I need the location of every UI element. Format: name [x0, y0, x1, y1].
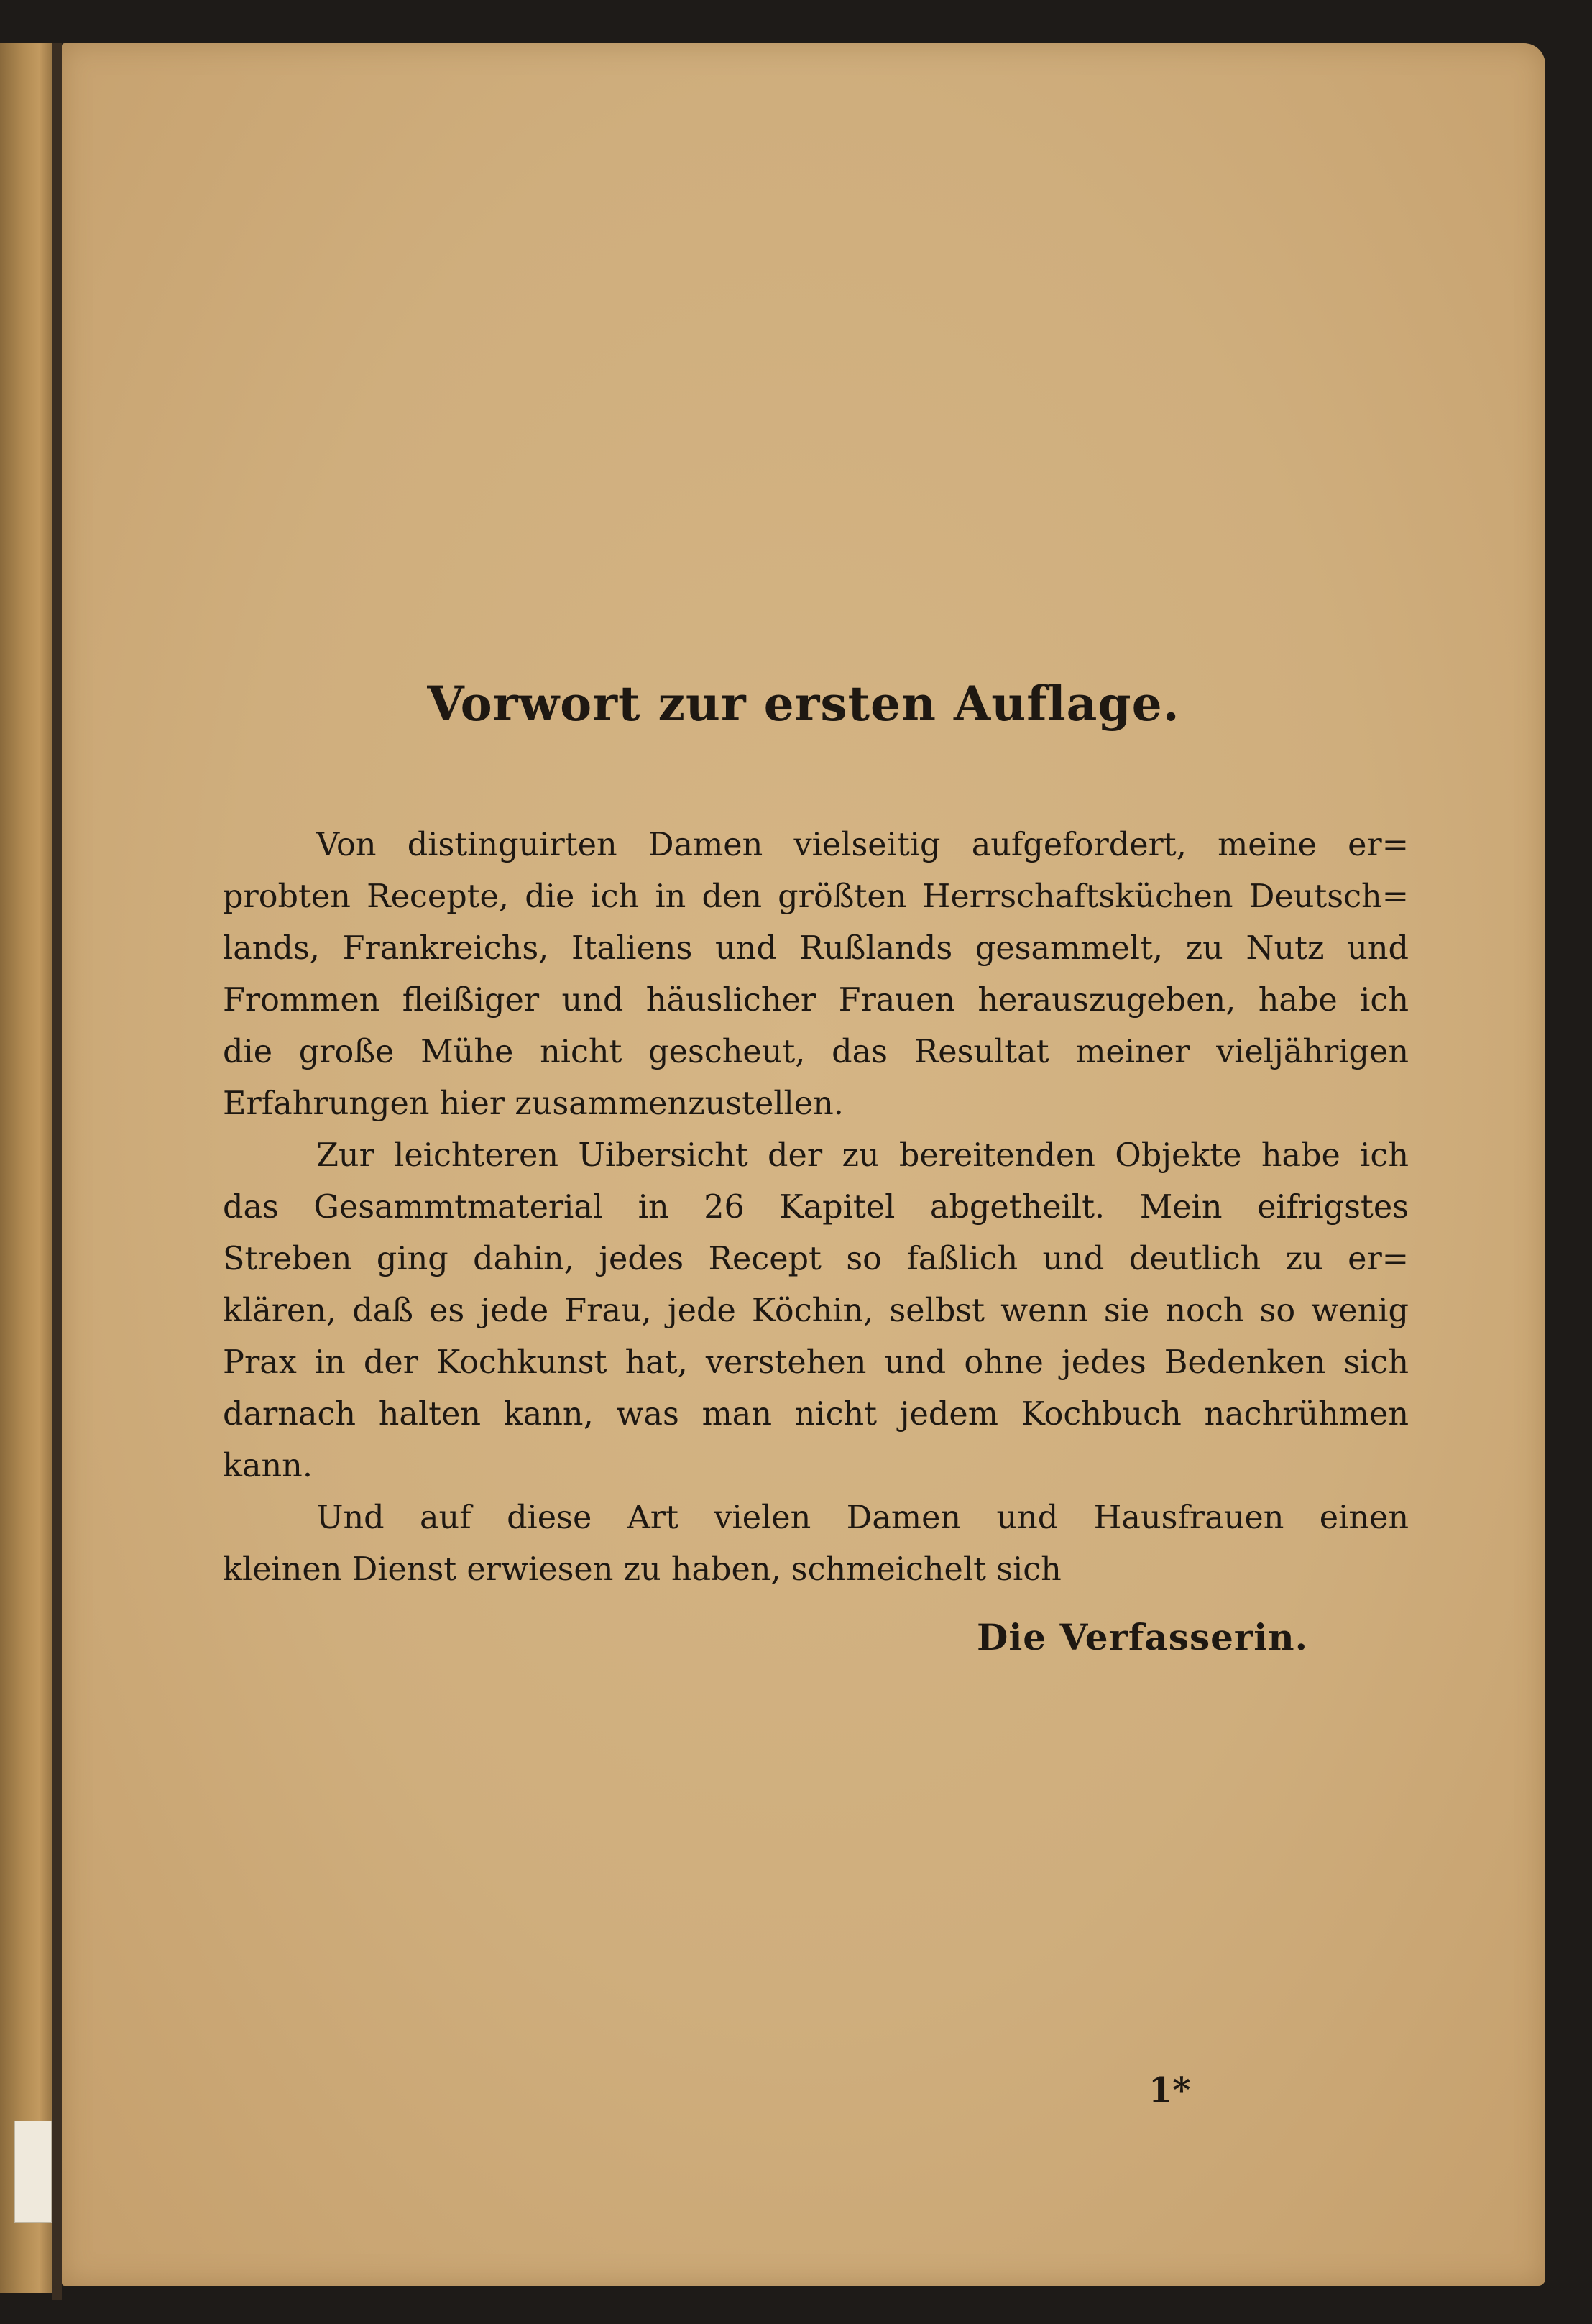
text-line: Von distinguirten Damen vielseitig aufgefordert, meine er=: [316, 827, 1409, 863]
text-line: klären, daß es jede Frau, jede Köchin, selbst wenn sie noch so wenig: [223, 1292, 1409, 1329]
author-signature: Die Verfasserin.: [976, 1616, 1308, 1658]
text-line: Streben ging dahin, jedes Recept so faßlich und deutlich zu er=: [223, 1241, 1409, 1277]
page-paper: [62, 43, 1545, 2286]
text-line: Erfahrungen hier zusammenzustellen.: [223, 1085, 844, 1122]
text-line: kann.: [223, 1448, 313, 1484]
text-line: kleinen Dienst erwiesen zu haben, schmeichelt sich: [223, 1551, 1062, 1588]
paragraph-3: [223, 1492, 1409, 1596]
text-line: das Gesammtmaterial in 26 Kapitel abgetheilt. Mein eifrigstes: [223, 1189, 1409, 1226]
text-line: die große Mühe nicht gescheut, das Resultat meiner vieljährigen: [223, 1034, 1409, 1070]
book-spine: [0, 43, 56, 2293]
paragraph-2: [223, 1130, 1409, 1492]
text-line: probten Recepte, die ich in den größten Herrschaftsküchen Deutsch=: [223, 878, 1409, 915]
page-heading: Vorwort zur ersten Auflage.: [427, 676, 1180, 732]
paragraph-1: [223, 819, 1409, 1130]
text-line: Prax in der Kochkunst hat, verstehen und ohne jedes Bedenken sich: [223, 1344, 1409, 1381]
gutter-shadow: [52, 43, 62, 2300]
text-line: Zur leichteren Uibersicht der zu bereitenden Objekte habe ich: [316, 1137, 1409, 1174]
text-line: Und auf diese Art vielen Damen und Hausfrauen einen: [316, 1499, 1409, 1536]
text-line: darnach halten kann, was man nicht jedem Kochbuch nachrühmen: [223, 1396, 1409, 1433]
text-line: lands, Frankreichs, Italiens und Rußlands gesammelt, zu Nutz und: [223, 930, 1409, 967]
text-line: Frommen fleißiger und häuslicher Frauen herauszugeben, habe ich: [223, 982, 1409, 1019]
library-label-sticker: [14, 2121, 52, 2223]
preface-body: [223, 819, 1409, 1596]
page-number: 1*: [1149, 2070, 1191, 2111]
